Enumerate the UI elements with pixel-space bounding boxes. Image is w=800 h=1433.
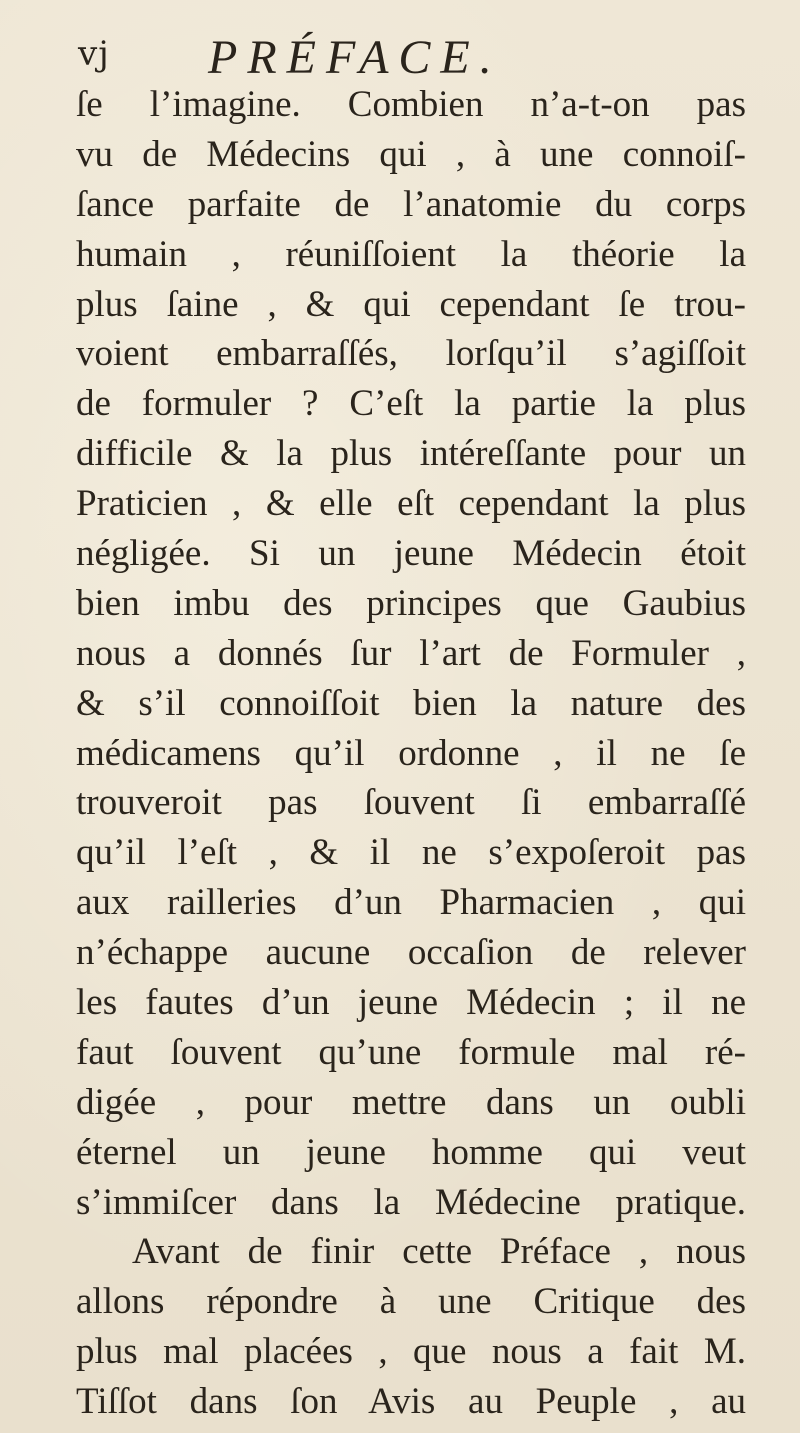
- text-line: humain , réuniſſoient la théorie la: [76, 233, 746, 275]
- text-line: plus mal placées , que nous a fait M.: [76, 1331, 746, 1373]
- text-line: trouveroit pas ſouvent ſi embarraſſé: [76, 782, 746, 824]
- text-line: qu’il l’eſt , & il ne s’expoſeroit pas: [76, 832, 746, 874]
- text-line: ſance parfaite de l’anatomie du corps: [76, 183, 746, 225]
- text-line: Praticien , & elle eſt cependant la plus: [76, 483, 746, 525]
- text-line: plus ſaine , & qui cependant ſe trou-: [76, 283, 746, 325]
- body-text: [76, 80, 746, 1427]
- text-line: n’échappe aucune occaſion de relever: [76, 932, 746, 974]
- text-line: négligée. Si un jeune Médecin étoit: [76, 533, 746, 575]
- page-number: vj: [78, 34, 110, 74]
- paragraph-start-line: Avant de finir cette Préface , nous: [132, 1231, 746, 1273]
- page-header: [78, 31, 738, 84]
- text-line: les fautes d’un jeune Médecin ; il ne: [76, 982, 746, 1024]
- text-line: allons répondre à une Critique des: [76, 1281, 746, 1323]
- text-line: voient embarraſſés, lorſqu’il s’agiſſoit: [76, 333, 746, 375]
- running-title: PRÉFACE.: [208, 31, 502, 84]
- text-line: ſe l’imagine. Combien n’a-t-on pas: [76, 84, 746, 125]
- text-line: de formuler ? C’eſt la partie la plus: [76, 383, 746, 425]
- text-line: s’immiſcer dans la Médecine pratique.: [76, 1181, 746, 1223]
- text-line: vu de Médecins qui , à une connoiſ-: [76, 133, 746, 175]
- text-line: Tiſſot dans ſon Avis au Peuple , au: [76, 1381, 746, 1423]
- text-line: nous a donnés ſur l’art de Formuler ,: [76, 632, 746, 674]
- text-line: médicamens qu’il ordonne , il ne ſe: [76, 732, 746, 774]
- text-line: aux railleries d’un Pharmacien , qui: [76, 882, 746, 924]
- text-line: & s’il connoiſſoit bien la nature des: [76, 682, 746, 724]
- text-line: digée , pour mettre dans un oubli: [76, 1081, 746, 1123]
- text-line: difficile & la plus intéreſſante pour un: [76, 433, 746, 475]
- text-line: faut ſouvent qu’une formule mal ré-: [76, 1031, 746, 1073]
- text-line: éternel un jeune homme qui veut: [76, 1131, 746, 1173]
- text-line: bien imbu des principes que Gaubius: [76, 582, 746, 624]
